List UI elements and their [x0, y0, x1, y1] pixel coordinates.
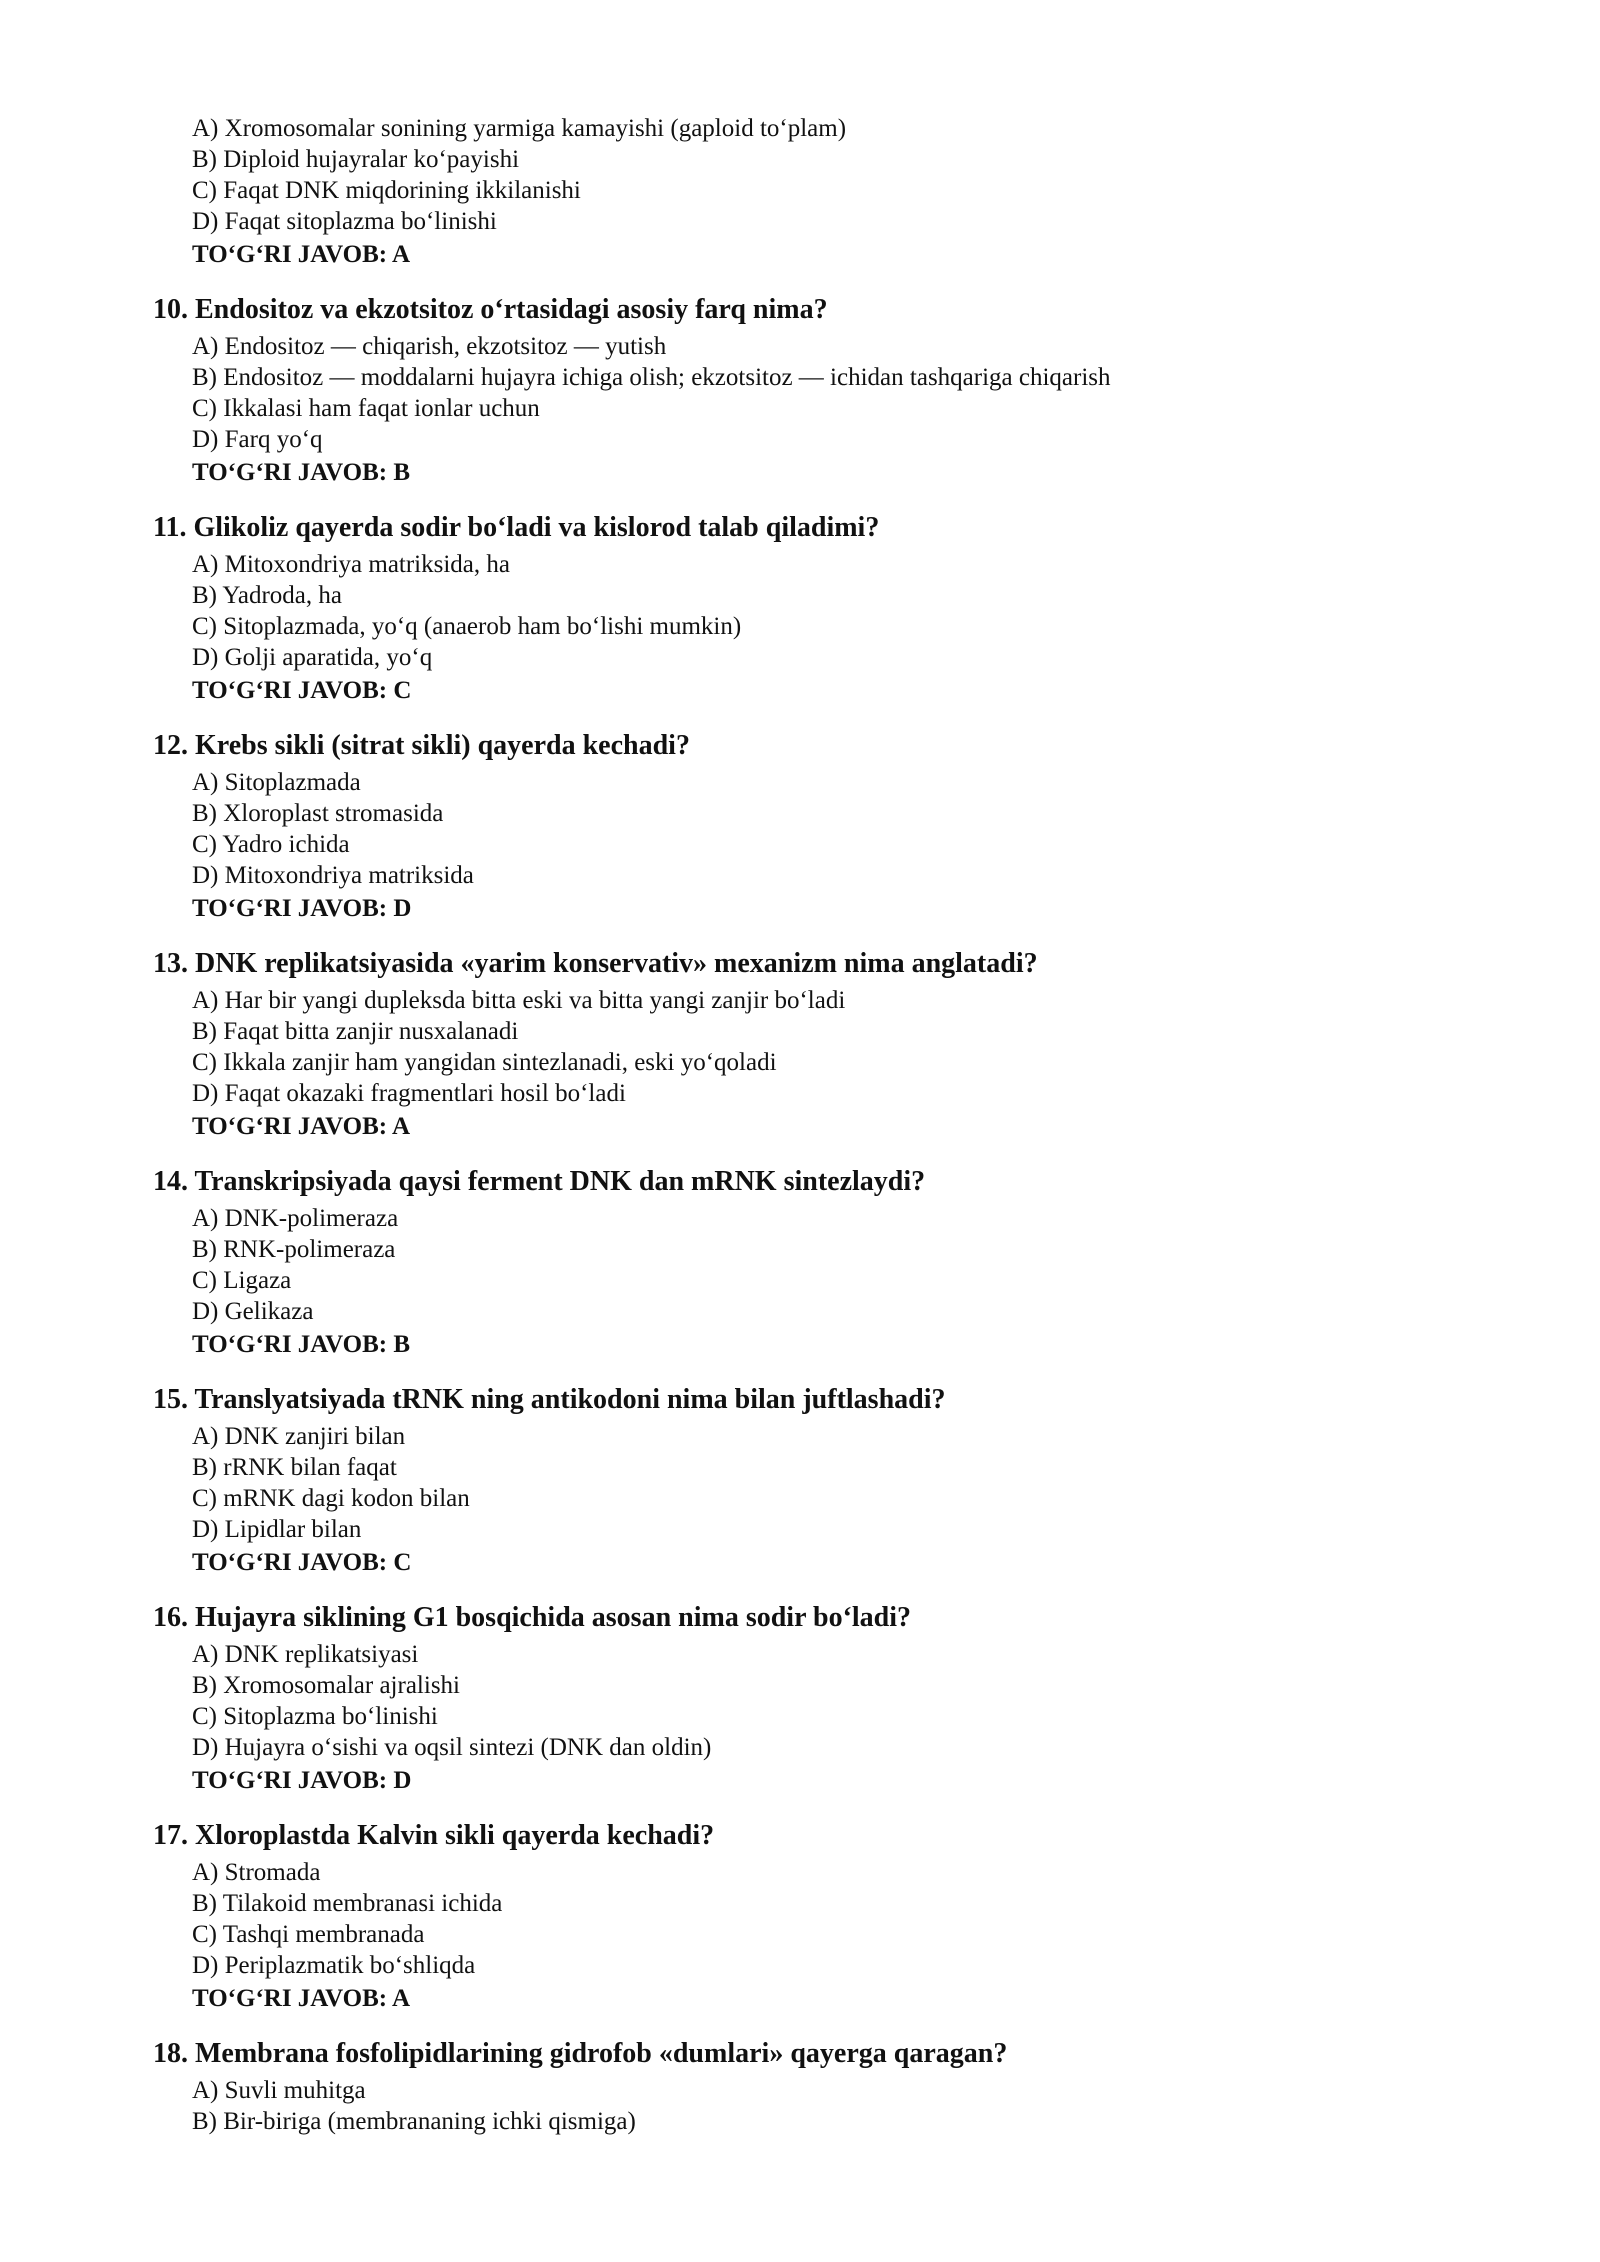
correct-answer: TO‘G‘RI JAVOB: A [192, 241, 411, 268]
question-title: 18. Membrana fosfolipidlarining gidrofob «dumlari» qayerga qaragan? [153, 2038, 1008, 2069]
option-d: D) Lipidlar bilan [192, 1516, 362, 1543]
option-b: B) Bir-biriga (membrananing ichki qismiga) [192, 2108, 636, 2135]
option-b: B) Diploid hujayralar ko‘payishi [192, 146, 520, 173]
correct-answer: TO‘G‘RI JAVOB: D [192, 895, 412, 922]
option-b: B) Xloroplast stromasida [192, 800, 444, 827]
option-c: C) Yadro ichida [192, 831, 350, 858]
option-d: D) Faqat sitoplazma bo‘linishi [192, 208, 497, 235]
option-c: C) mRNK dagi kodon bilan [192, 1485, 470, 1512]
option-d: D) Faqat okazaki fragmentlari hosil bo‘ladi [192, 1080, 626, 1107]
option-a: A) DNK replikatsiyasi [192, 1641, 419, 1668]
question-title: 10. Endositoz va ekzotsitoz o‘rtasidagi asosiy farq nima? [153, 294, 828, 325]
option-d: D) Hujayra o‘sishi va oqsil sintezi (DNK dan oldin) [192, 1734, 712, 1761]
correct-answer: TO‘G‘RI JAVOB: C [192, 677, 412, 704]
option-a: A) Sitoplazmada [192, 769, 361, 796]
question-title: 16. Hujayra siklining G1 bosqichida asosan nima sodir bo‘ladi? [153, 1602, 912, 1633]
option-b: B) Faqat bitta zanjir nusxalanadi [192, 1018, 519, 1045]
option-a: A) Mitoxondriya matriksida, ha [192, 551, 510, 578]
correct-answer: TO‘G‘RI JAVOB: B [192, 1331, 411, 1358]
question-title: 15. Translyatsiyada tRNK ning antikodoni nima bilan juftlashadi? [153, 1384, 946, 1415]
option-c: C) Ikkalasi ham faqat ionlar uchun [192, 395, 540, 422]
option-b: B) Tilakoid membranasi ichida [192, 1890, 503, 1917]
option-d: D) Golji aparatida, yo‘q [192, 644, 433, 671]
option-d: D) Farq yo‘q [192, 426, 323, 453]
question-title: 14. Transkripsiyada qaysi ferment DNK dan mRNK sintezlaydi? [153, 1166, 926, 1197]
option-a: A) Xromosomalar sonining yarmiga kamayishi (gaploid to‘plam) [192, 115, 847, 142]
option-a: A) Stromada [192, 1859, 321, 1886]
option-c: C) Tashqi membranada [192, 1921, 425, 1948]
question-title: 17. Xloroplastda Kalvin sikli qayerda kechadi? [153, 1820, 715, 1851]
option-c: C) Sitoplazmada, yo‘q (anaerob ham bo‘lishi mumkin) [192, 613, 742, 640]
option-c: C) Faqat DNK miqdorining ikkilanishi [192, 177, 581, 204]
question-title: 12. Krebs sikli (sitrat sikli) qayerda kechadi? [153, 730, 690, 761]
option-c: C) Ikkala zanjir ham yangidan sintezlanadi, eski yo‘qoladi [192, 1049, 777, 1076]
correct-answer: TO‘G‘RI JAVOB: D [192, 1767, 412, 1794]
option-b: B) Endositoz — moddalarni hujayra ichiga olish; ekzotsitoz — ichidan tashqariga chiqarish [192, 364, 1111, 391]
correct-answer: TO‘G‘RI JAVOB: A [192, 1113, 411, 1140]
option-a: A) DNK zanjiri bilan [192, 1423, 406, 1450]
option-b: B) RNK-polimeraza [192, 1236, 396, 1263]
option-b: B) Yadroda, ha [192, 582, 342, 609]
correct-answer: TO‘G‘RI JAVOB: C [192, 1549, 412, 1576]
option-b: B) Xromosomalar ajralishi [192, 1672, 460, 1699]
question-title: 11. Glikoliz qayerda sodir bo‘ladi va kislorod talab qiladimi? [153, 512, 880, 543]
option-d: D) Periplazmatik bo‘shliqda [192, 1952, 476, 1979]
option-b: B) rRNK bilan faqat [192, 1454, 397, 1481]
correct-answer: TO‘G‘RI JAVOB: A [192, 1985, 411, 2012]
option-a: A) Har bir yangi dupleksda bitta eski va bitta yangi zanjir bo‘ladi [192, 987, 846, 1014]
correct-answer: TO‘G‘RI JAVOB: B [192, 459, 411, 486]
option-a: A) Suvli muhitga [192, 2077, 366, 2104]
option-d: D) Gelikaza [192, 1298, 314, 1325]
option-c: C) Ligaza [192, 1267, 292, 1294]
option-a: A) Endositoz — chiqarish, ekzotsitoz — yutish [192, 333, 667, 360]
question-title: 13. DNK replikatsiyasida «yarim konservativ» mexanizm nima anglatadi? [153, 948, 1038, 979]
option-c: C) Sitoplazma bo‘linishi [192, 1703, 438, 1730]
option-d: D) Mitoxondriya matriksida [192, 862, 474, 889]
option-a: A) DNK-polimeraza [192, 1205, 399, 1232]
